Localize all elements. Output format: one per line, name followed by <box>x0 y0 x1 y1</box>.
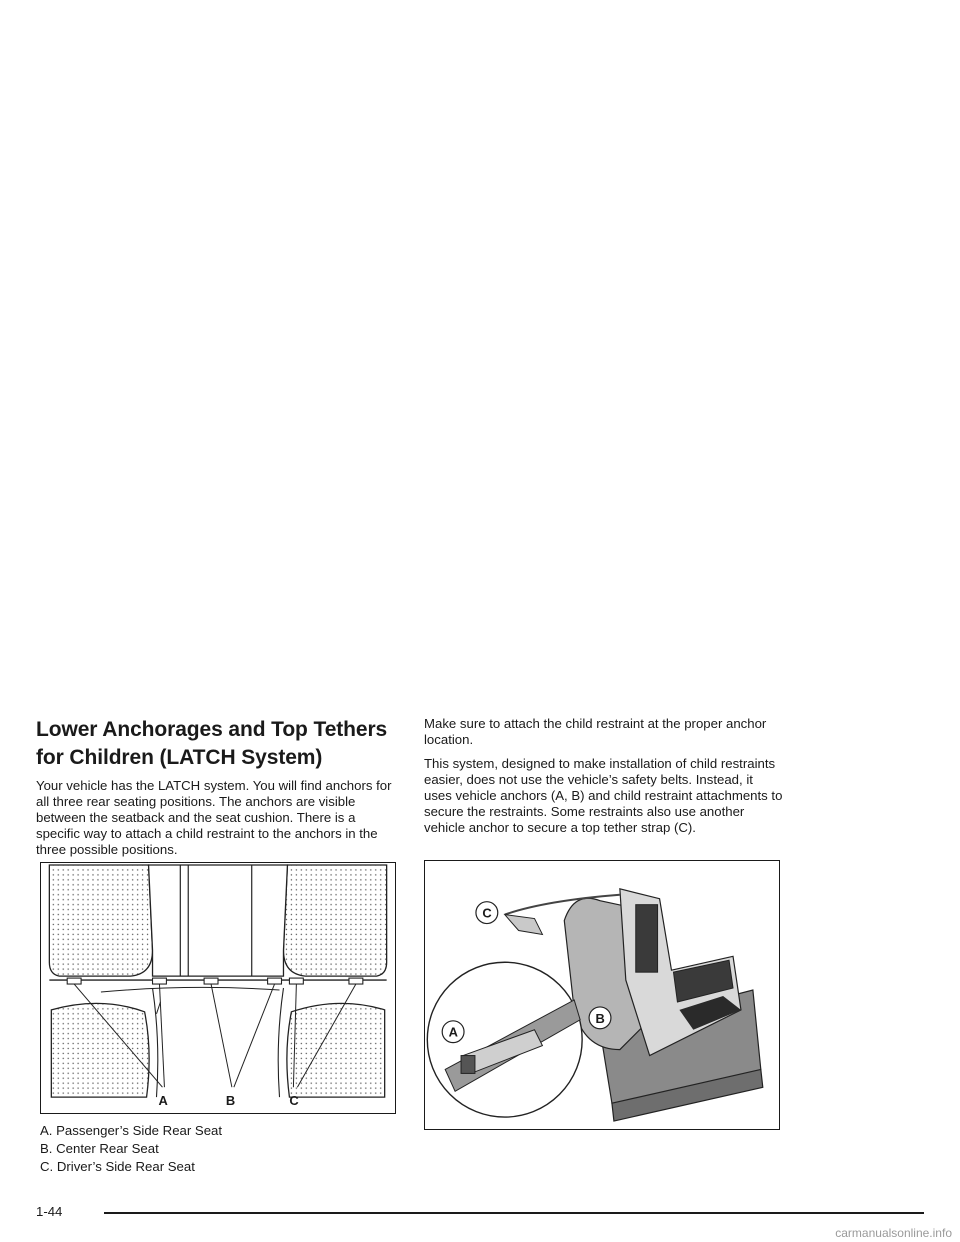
section-title-line2: for Children (LATCH System) <box>36 746 323 769</box>
watermark-link[interactable]: carmanualsonline.info <box>835 1226 952 1240</box>
intro-paragraph: Your vehicle has the LATCH system. You will find anchors for all three rear seating positions. The anchors are visible between the seatback and the seat cushion. There is a specific way to attach a child restraint to the anchors in the three possible positions. <box>36 778 392 857</box>
section-title <box>36 716 394 772</box>
child-restraint-illustration <box>424 860 780 1130</box>
figure-label-c: C <box>289 1093 299 1109</box>
figure-label-b-circle: B <box>595 1010 605 1026</box>
figure-label-c-circle: C <box>482 905 492 921</box>
figure-captions <box>40 1122 396 1176</box>
section-title-line1: Lower Anchorages and Top Tethers <box>36 718 388 741</box>
page-number: 1-44 <box>36 1204 63 1219</box>
right-paragraph-2: This system, designed to make installation of child restraints easier, does not use the vehicle’s safety belts. Instead, it uses vehicle anchors (A, B) and child restraint attachments to secure the restraints. Some restraints also use another vehicle anchor to secure a top tether strap (C). <box>424 756 783 835</box>
caption-b: B. Center Rear Seat <box>40 1141 159 1156</box>
caption-a: A. Passenger’s Side Rear Seat <box>40 1123 223 1138</box>
figure-label-a-circle: A <box>448 1024 458 1040</box>
right-column <box>424 716 784 836</box>
figure-label-a: A <box>158 1093 168 1109</box>
left-column <box>36 716 394 858</box>
footer-rule <box>104 1212 924 1214</box>
figure-label-b: B <box>225 1093 236 1109</box>
right-paragraph-1: Make sure to attach the child restraint at the proper anchor location. <box>424 716 767 747</box>
rear-seat-anchor-illustration <box>40 862 396 1114</box>
caption-c: C. Driver’s Side Rear Seat <box>40 1159 195 1174</box>
